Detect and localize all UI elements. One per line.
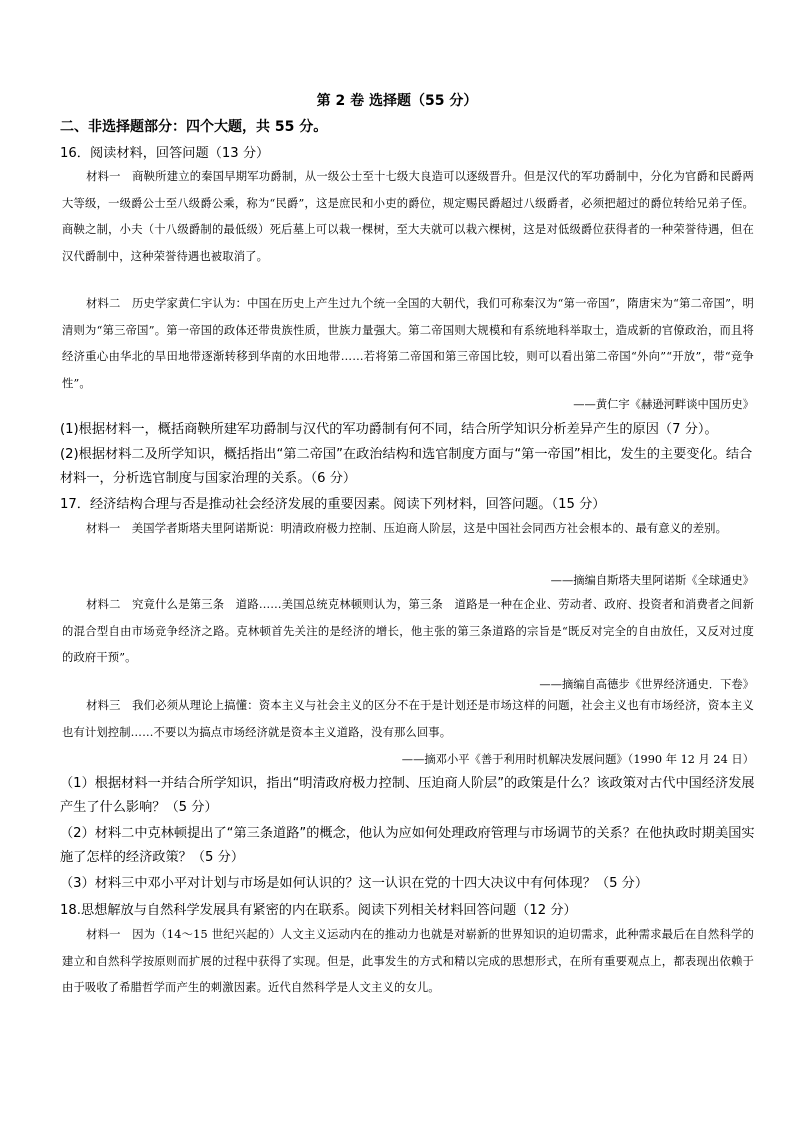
question-17-stem: 17．经济结构合理与否是推动社会经济发展的重要因素。阅读下列材料，回答问题。（15 分）	[60, 497, 606, 512]
q16-subquestion-2: (2)根据材料二及所学知识，概括指出“第二帝国”在政治结构和选官制度方面与“第一帝国”相比，发生的主要变化。结合材料一，分析选官制度与国家治理的关系。（6 分）	[60, 447, 753, 486]
q17-material-1-text: 材料一 美国学者斯塔夫里阿诺斯说：明清政府极力控制、压迫商人阶层，这是中国社会同西方社会根本的、最有意义的差别。	[86, 522, 728, 535]
section-heading: 二、非选择题部分：四个大题，共 55 分。	[60, 119, 328, 135]
question-18-stem: 18.思想解放与自然科学发展具有紧密的内在联系。阅读下列相关材料回答问题（12 分）	[60, 903, 577, 918]
q16-material-1	[62, 164, 754, 270]
q16-material-2-text: 材料二 历史学家黄仁宇认为：中国在历史上产生过九个统一全国的大朝代，我们可称秦汉为“第一帝国”，隋唐宋为“第二帝国”，明清则为“第三帝国”。第一帝国的政体还带贵族性质，世族力量强大。第二帝国则大规模和有系统地科举取士，造成新的官僚政治，而且将经济重心由华北的旱田地带逐渐转移到华南的水田地带……若将第二帝国和第三帝国比较，则可以看出第二帝国“外向”“开放”，带“竞争性”。	[62, 297, 754, 390]
q17-subquestion-3: （3）材料三中邓小平对计划与市场是如何认识的？这一认识在党的十四大决议中有何体现？（5 分）	[60, 876, 649, 891]
q17-material-2	[62, 592, 754, 672]
q17-subquestion-2: （2）材料二中克林顿提出了“第三条道路”的概念，他认为应如何处理政府管理与市场调节的关系？在他执政时期美国实施了怎样的经济政策？（5 分）	[60, 826, 755, 865]
q16-material-1-text: 材料一 商鞅所建立的秦国早期军功爵制，从一级公士至十七级大良造可以逐级晋升。但是汉代的军功爵制中，分化为官爵和民爵两大等级，一级爵公士至八级爵公乘，称为“民爵”，这是庶民和小吏的爵位，规定赐民爵超过八级爵者，必须把超过的爵位转给兄弟子侄。商鞅之制，小夫（十八级爵制的最低级）死后墓上可以栽一棵树，至大夫就可以栽六棵树，这是对低级爵位获得者的一种荣誉待遇，但在汉代爵制中，这种荣誉待遇也被取消了。	[62, 170, 754, 263]
q17-material-2-text: 材料二 究竟什么是第三条 道路……美国总统克林顿则认为，第三条 道路是一种在企业、劳动者、政府、投资者和消费者之间新的混合型自由市场竞争经济之路。克林顿首先关注的是经济的增长，他主张的第三条道路的宗旨是“既反对完全的自由放任，又反对过度的政府干预”。	[62, 598, 754, 664]
q17-subquestion-1: （1）根据材料一并结合所学知识，指出“明清政府极力控制、压迫商人阶层”的政策是什么？该政策对古代中国经济发展产生了什么影响？（5 分）	[60, 776, 755, 815]
q17-material-3-source: ——摘邓小平《善于利用时机解决发展问题》（1990 年 12 月 24 日）	[401, 753, 754, 766]
q17-material-1	[62, 516, 754, 543]
q17-material-3-text: 材料三 我们必须从理论上搞懂：资本主义与社会主义的区分不在于是计划还是市场这样的问题，社会主义也有市场经济，资本主义也有计划控制……不要以为搞点市场经济就是资本主义道路，没有那么回事。	[62, 699, 754, 739]
q16-material-2	[62, 291, 754, 397]
q16-subquestion-1: (1)根据材料一，概括商鞅所建军功爵制与汉代的军功爵制有何不同，结合所学知识分析差异产生的原因（7 分）。	[60, 422, 718, 437]
q16-material-2-source: ——黄仁宇《赫逊河畔谈中国历史》	[573, 398, 754, 411]
q18-material-1	[62, 922, 754, 1002]
q18-material-1-text: 材料一 因为（14～15 世纪兴起的）人文主义运动内在的推动力也就是对崭新的世界知识的迫切需求，此种需求最后在自然科学的建立和自然科学按原则而扩展的过程中获得了实现。但是，此事发生的方式和精以完成的思想形式，在所有重要观点上，都表现出依赖于由于吸收了希腊哲学而产生的刺激因素。近代自然科学是人文主义的女儿。	[62, 928, 754, 994]
q17-material-3	[62, 693, 754, 746]
question-16-stem: 16．阅读材料，回答问题（13 分）	[60, 146, 270, 161]
q17-material-1-source: ——摘编自斯塔夫里阿诺斯《全球通史》	[550, 574, 754, 587]
page-title: 第 2 卷 选择题（55 分）	[316, 93, 478, 109]
q17-material-2-source: ——摘编自高德步《世界经济通史．下卷》	[539, 678, 754, 691]
